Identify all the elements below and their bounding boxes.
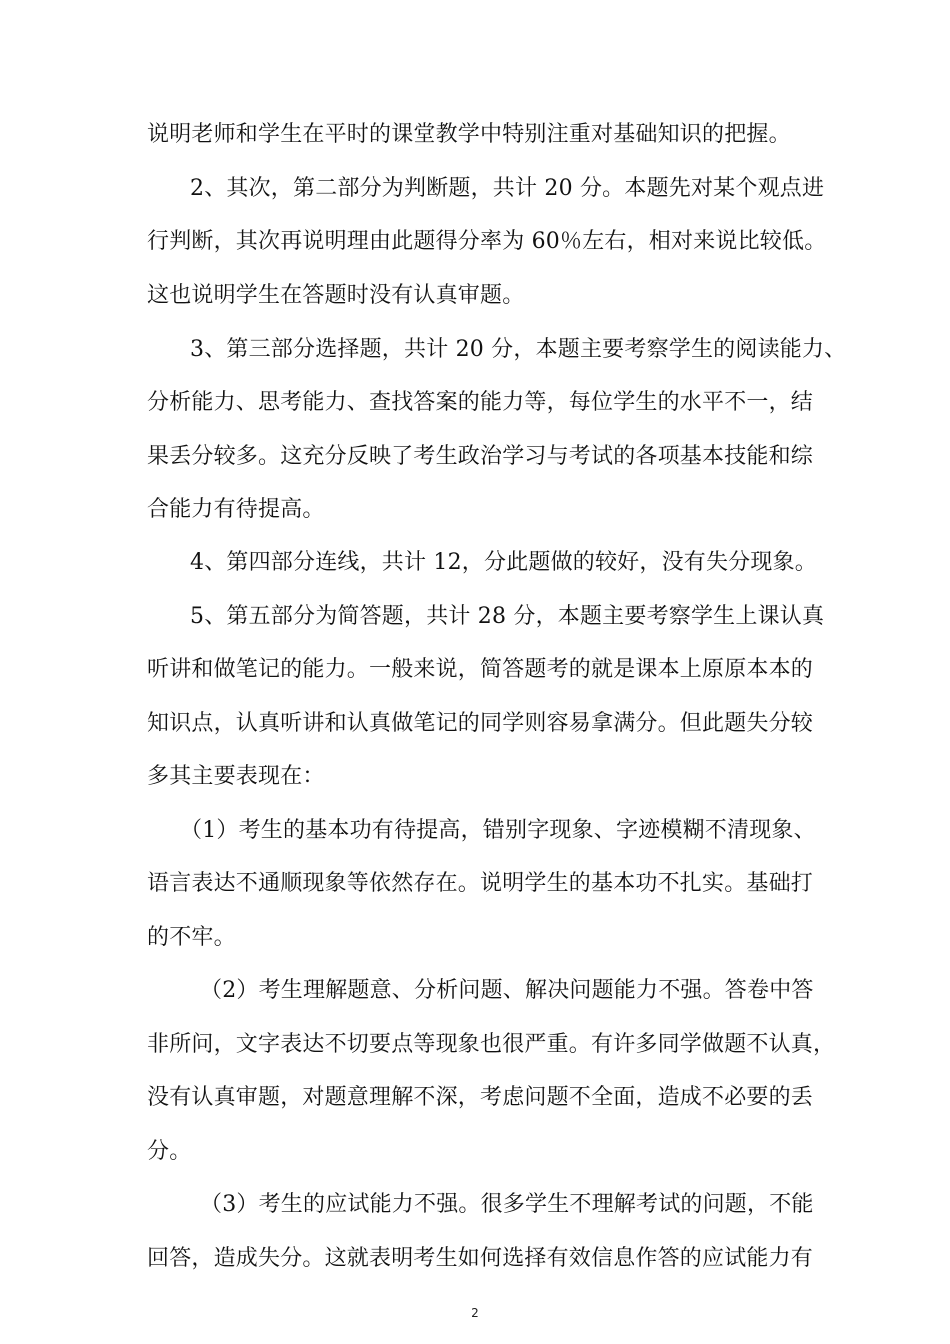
paragraph-line: 知识点，认真听讲和认真做笔记的同学则容易拿满分。但此题失分较: [147, 711, 814, 736]
paragraph-line: 听讲和做笔记的能力。一般来说，简答题考的就是课本上原原本本的: [147, 657, 814, 682]
paragraph-line: 3、第三部分选择题，共计 20 分，本题主要考察学生的阅读能力、: [190, 337, 847, 362]
page-number: 2: [471, 1306, 479, 1320]
paragraph-line: 多其主要表现在：: [147, 764, 325, 789]
paragraph-line: 说明老师和学生在平时的课堂教学中特别注重对基础知识的把握。: [147, 122, 791, 147]
paragraph-line: 这也说明学生在答题时没有认真审题。: [147, 283, 525, 308]
paragraph-line: 分。: [147, 1139, 192, 1164]
paragraph-line: （1）考生的基本功有待提高，错别字现象、字迹模糊不清现象、: [180, 818, 816, 843]
paragraph-line: 5、第五部分为简答题，共计 28 分，本题主要考察学生上课认真: [190, 604, 825, 629]
paragraph-line: 2、其次，第二部分为判断题，共计 20 分。本题先对某个观点进: [190, 176, 825, 201]
paragraph-line: 4、第四部分连线，共计 12，分此题做的较好，没有失分现象。: [190, 550, 817, 575]
paragraph-line: 非所问，文字表达不切要点等现象也很严重。有许多同学做题不认真，: [147, 1032, 836, 1057]
paragraph-line: 分析能力、思考能力、查找答案的能力等，每位学生的水平不一，结: [147, 390, 814, 415]
paragraph-line: 没有认真审题，对题意理解不深，考虑问题不全面，造成不必要的丢: [147, 1085, 814, 1110]
paragraph-line: 合能力有待提高。: [147, 497, 325, 522]
paragraph-line: 果丢分较多。这充分反映了考生政治学习与考试的各项基本技能和综: [147, 444, 814, 469]
paragraph-line: 语言表达不通顺现象等依然存在。说明学生的基本功不扎实。基础打: [147, 871, 814, 896]
paragraph-line: （2）考生理解题意、分析问题、解决问题能力不强。答卷中答: [200, 978, 814, 1003]
paragraph-line: 的不牢。: [147, 925, 236, 950]
paragraph-line: 回答，造成失分。这就表明考生如何选择有效信息作答的应试能力有: [147, 1246, 814, 1271]
paragraph-line: （3）考生的应试能力不强。很多学生不理解考试的问题，不能: [200, 1192, 814, 1217]
paragraph-line: 行判断，其次再说明理由此题得分率为 60％左右，相对来说比较低。: [147, 229, 827, 254]
